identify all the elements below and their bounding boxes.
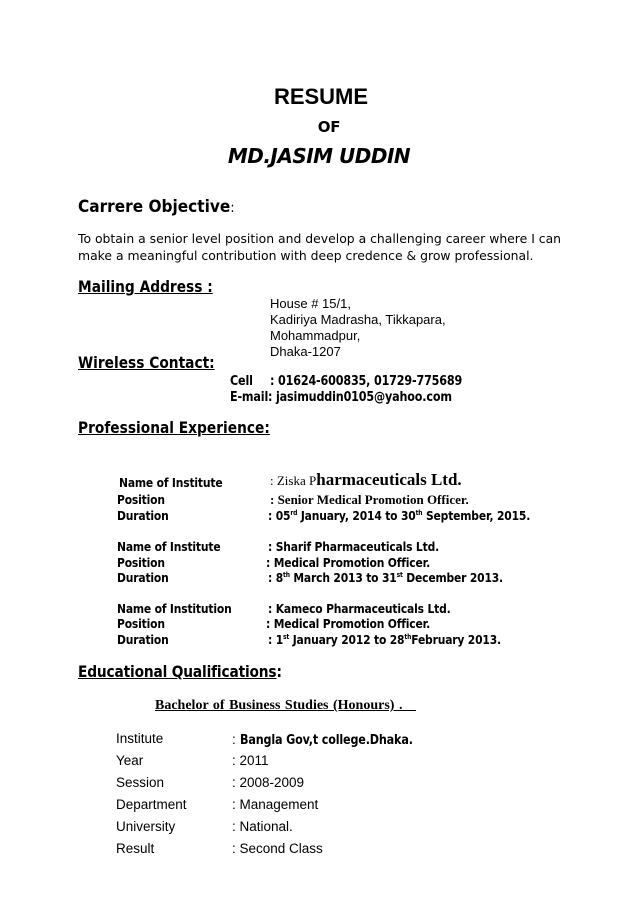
education-label-result: Result <box>116 841 155 856</box>
education-value-institute: : Bangla Gov,t college.Dhaka. <box>232 732 413 748</box>
job-institute-value: : Ziska Pharmaceuticals Ltd. <box>270 470 462 489</box>
email-value: : jasimuddin0105@yahoo.com <box>268 390 452 405</box>
address-line: Mohammadpur, <box>270 328 361 343</box>
job-duration-value: : 1st January 2012 to 28thFebruary 2013. <box>268 632 501 647</box>
education-heading: Educational Qualifications: <box>78 662 282 681</box>
education-value-result: : Second Class <box>232 841 323 856</box>
education-value-department: : Management <box>232 797 319 812</box>
job-duration-value: : 8th March 2013 to 31st December 2013. <box>268 570 503 585</box>
address-line: Kadiriya Madrasha, Tikkapara, <box>270 312 446 327</box>
job-position-label: Position <box>117 492 165 507</box>
education-value-year: : 2011 <box>232 753 269 768</box>
objective-text-line-2: make a meaningful contribution with deep credence & grow professional. <box>78 248 534 263</box>
job-position-value: : Medical Promotion Officer. <box>266 555 431 570</box>
education-label-department: Department <box>116 797 187 812</box>
of-label: OF <box>317 118 341 136</box>
job-institute-label: Name of Institute <box>117 539 221 554</box>
education-value-university: : National. <box>232 819 293 834</box>
cell-label: Cell <box>230 374 253 389</box>
degree-title: Bachelor of Business Studies (Honours) . <box>155 698 403 713</box>
job-duration-value: : 05rd January, 2014 to 30th September, 2015. <box>268 508 531 523</box>
candidate-name: MD.JASIM UDDIN <box>227 144 411 168</box>
wireless-contact-heading: Wireless Contact: <box>78 353 215 372</box>
job-institute-value: : Kameco Pharmaceuticals Ltd. <box>268 601 451 616</box>
cell-value: : 01624-600835, 01729-775689 <box>270 374 463 389</box>
objective-heading: Carrere Objective: <box>78 197 235 216</box>
resume-title: RESUME <box>273 84 369 109</box>
job-position-value: : Medical Promotion Officer. <box>266 616 431 631</box>
address-line: House # 15/1, <box>270 296 351 311</box>
job-institute-label: Name of Institution <box>117 601 232 616</box>
job-duration-label: Duration <box>117 632 169 647</box>
job-duration-label: Duration <box>117 570 169 585</box>
professional-experience-heading: Professional Experience: <box>78 418 270 437</box>
job-position-value: : Senior Medical Promotion Officer. <box>270 492 469 507</box>
job-institute-label: Name of Institute <box>119 475 223 490</box>
education-label-session: Session <box>116 775 165 790</box>
education-label-university: University <box>116 819 176 834</box>
job-duration-label: Duration <box>117 508 169 523</box>
education-label-institute: Institute <box>116 731 164 746</box>
education-value-session: : 2008-2009 <box>232 775 305 790</box>
mailing-address-heading: Mailing Address : <box>78 277 213 296</box>
job-position-label: Position <box>117 616 165 631</box>
job-position-label: Position <box>117 555 165 570</box>
job-institute-value: : Sharif Pharmaceuticals Ltd. <box>268 539 440 554</box>
email-label: E-mail <box>230 390 269 405</box>
education-label-year: Year <box>116 753 144 768</box>
objective-text-line-1: To obtain a senior level position and develop a challenging career where I can <box>78 231 562 246</box>
address-line: Dhaka-1207 <box>270 344 341 359</box>
